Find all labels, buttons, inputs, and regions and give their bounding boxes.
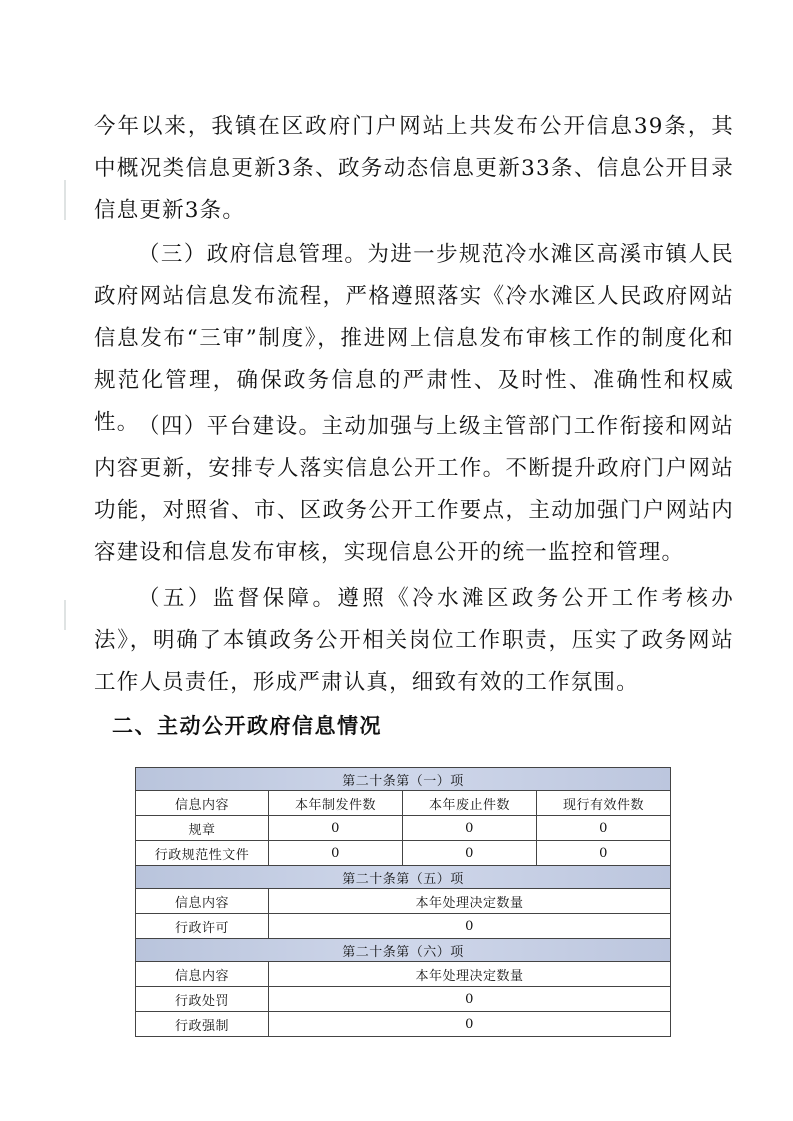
table-row: [136, 1012, 671, 1037]
info-disclosure-table: [135, 767, 671, 1037]
section-title: 第二十条第（六）项: [136, 939, 671, 962]
value-cell: 0: [269, 1012, 671, 1037]
table-row: [136, 914, 671, 939]
row-label: 行政许可: [136, 914, 269, 939]
header-cell: 本年废止件数: [403, 791, 537, 816]
table-header-row: [136, 889, 671, 914]
header-cell: 本年制发件数: [269, 791, 403, 816]
scan-edge-mark: [64, 600, 66, 630]
value-cell: 0: [269, 914, 671, 939]
table-section-header: [136, 866, 671, 889]
paragraph-publish-stats: 今年以来，我镇在区政府门户网站上共发布公开信息39条，其中概况类信息更新3条、政务动态信息更新33条、信息公开目录信息更新3条。: [94, 114, 734, 223]
row-label: 行政处罚: [136, 987, 269, 1012]
table-section-header: [136, 939, 671, 962]
scan-edge-mark: [64, 180, 66, 220]
table-header-row: [136, 791, 671, 816]
header-cell: 信息内容: [136, 962, 269, 987]
paragraph-supervision: （五）监督保障。遵照《冷水滩区政务公开工作考核办法》，明确了本镇政务公开相关岗位工作职责，压实了政务网站工作人员责任，形成严肃认真，细致有效的工作氛围。: [94, 586, 734, 695]
header-cell: 本年处理决定数量: [269, 962, 671, 987]
header-cell: 本年处理决定数量: [269, 889, 671, 914]
section-title: 第二十条第（五）项: [136, 866, 671, 889]
table-row: [136, 816, 671, 841]
table-header-row: [136, 962, 671, 987]
row-label: 规章: [136, 816, 269, 841]
row-label: 行政规范性文件: [136, 841, 269, 866]
value-cell: 0: [269, 987, 671, 1012]
paragraph-info-management: （三）政府信息管理。为进一步规范冷水滩区高溪市镇人民政府网站信息发布流程，严格遵照落实《冷水滩区人民政府网站信息发布“三审”制度》，推进网上信息发布审核工作的制度化和规范化管理，确保政务信息的严肃性、及时性、准确性和权威性。: [94, 242, 734, 435]
table-section-header: [136, 768, 671, 791]
section-heading: 二、主动公开政府信息情况: [112, 714, 382, 738]
section-title: 第二十条第（一）项: [136, 768, 671, 791]
row-label: 行政强制: [136, 1012, 269, 1037]
paragraph-platform-building: （四）平台建设。主动加强与上级主管部门工作衔接和网站内容更新，安排专人落实信息公开工作。不断提升政府门户网站功能，对照省、市、区政务公开工作要点，主动加强门户网站内容建设和信息发布审核，实现信息公开的统一监控和管理。: [94, 414, 734, 565]
value-cell: 0: [403, 816, 537, 841]
value-cell: 0: [537, 841, 671, 866]
header-cell: 信息内容: [136, 791, 269, 816]
value-cell: 0: [537, 816, 671, 841]
value-cell: 0: [269, 816, 403, 841]
header-cell: 信息内容: [136, 889, 269, 914]
table-row: [136, 987, 671, 1012]
table-row: [136, 841, 671, 866]
value-cell: 0: [269, 841, 403, 866]
header-cell: 现行有效件数: [537, 791, 671, 816]
value-cell: 0: [403, 841, 537, 866]
